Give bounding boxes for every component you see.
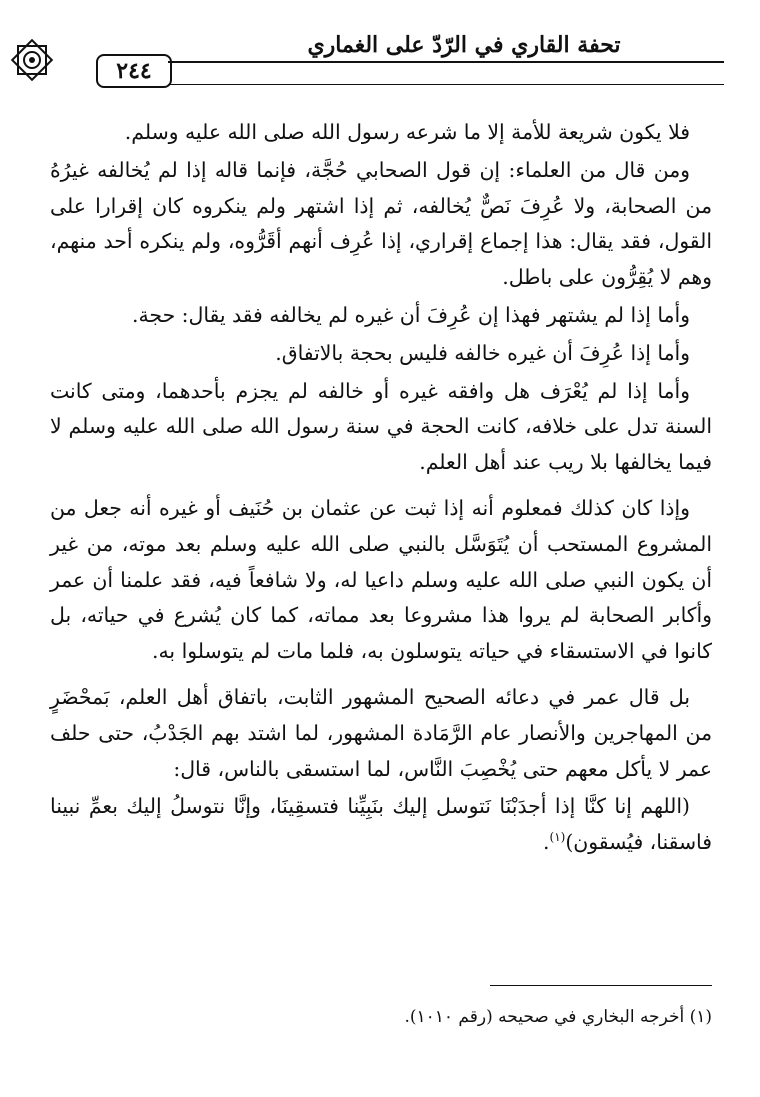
quote-paragraph xyxy=(50,789,712,861)
header-rule-bottom xyxy=(168,84,724,85)
quote-text: (اللهم إنا كنَّا إذا أجدَبْنَا نَتوسل إليك بنَبِيِّنا فتسقِينَا، وإنَّا نتوسلُ إليك بعمِّ نبينا فاسقنا، فيُسقون) xyxy=(50,794,712,855)
footnote-separator xyxy=(490,985,712,986)
paragraph: وإذا كان كذلك فمعلوم أنه إذا ثبت عن عثمان بن حُنَيف أو غيره أنه جعل من المشروع المستحب أن يُتَوَسَّل بالنبي صلى الله عليه وسلم بعد موته، من غير أن يكون النبي صلى الله عليه وسلم داعيا له، ولا شافعاً فيه، فقد علمنا أن عمر وأكابر الصحابة لم يروا هذا مشروعا بعد مماته، كما كان يُشرع في حياته، بل كانوا في الاستسقاء في حياته يتوسلون به، فلما مات لم يتوسلوا به. xyxy=(50,495,712,664)
paragraph: بل قال عمر في دعائه الصحيح المشهور الثابت، باتفاق أهل العلم، بَمحْضَرٍ من المهاجرين والأنصار عام الرَّمَادة المشهور، لما اشتد بهم الجَدْبُ، حتى حلف عمر لا يأكل معهم حتى يُخْصِبَ النَّاس، لما استسقى بالناس، قال: xyxy=(50,684,712,781)
page-number: ٢٤٤ xyxy=(96,54,172,88)
ornament-icon xyxy=(8,36,56,84)
final-period: . xyxy=(543,830,550,855)
running-title: تحفة القاري في الرّدّ على الغماري xyxy=(307,32,621,58)
footnote-marker: (١) xyxy=(549,830,566,845)
header-rule-top xyxy=(168,61,724,63)
paragraph: وأما إذا لم يُعْرَف هل وافقه غيره أو خالفه لم يجزم بأحدهما، ومتى كانت السنة تدل على خلافه، كانت الحجة في سنة رسول الله صلى الله عليه وسلم لا فيما يخالفها بلا ريب عند أهل العلم. xyxy=(50,378,712,475)
paragraph: فلا يكون شريعة للأمة إلا ما شرعه رسول الله صلى الله عليه وسلم. xyxy=(124,120,690,144)
paragraph: ومن قال من العلماء: إن قول الصحابي حُجَّة، فإنما قاله إذا لم يُخالفه غيرُهُ من الصحابة، ولا عُرِفَ نَصٌّ يُخالفه، ثم إذا اشتهر ولم ينكروه كان إقرارا على القول، فقد يقال: هذا إجماع إقراري، إذا عُرِف أنهم أقَرُّوه، ولم ينكره أحد منهم، وهم لا يُقِرُّون على باطل. xyxy=(50,157,712,290)
footnote: (١) أخرجه البخاري في صحيحه (رقم ١٠١٠). xyxy=(404,1007,712,1027)
paragraph: وأما إذا لم يشتهر فهذا إن عُرِفَ أن غيره لم يخالفه فقد يقال: حجة. xyxy=(132,302,690,327)
main-text xyxy=(50,115,712,861)
paragraph: وأما إذا عُرِفَ أن غيره خالفه فليس بحجة بالاتفاق. xyxy=(275,340,690,365)
